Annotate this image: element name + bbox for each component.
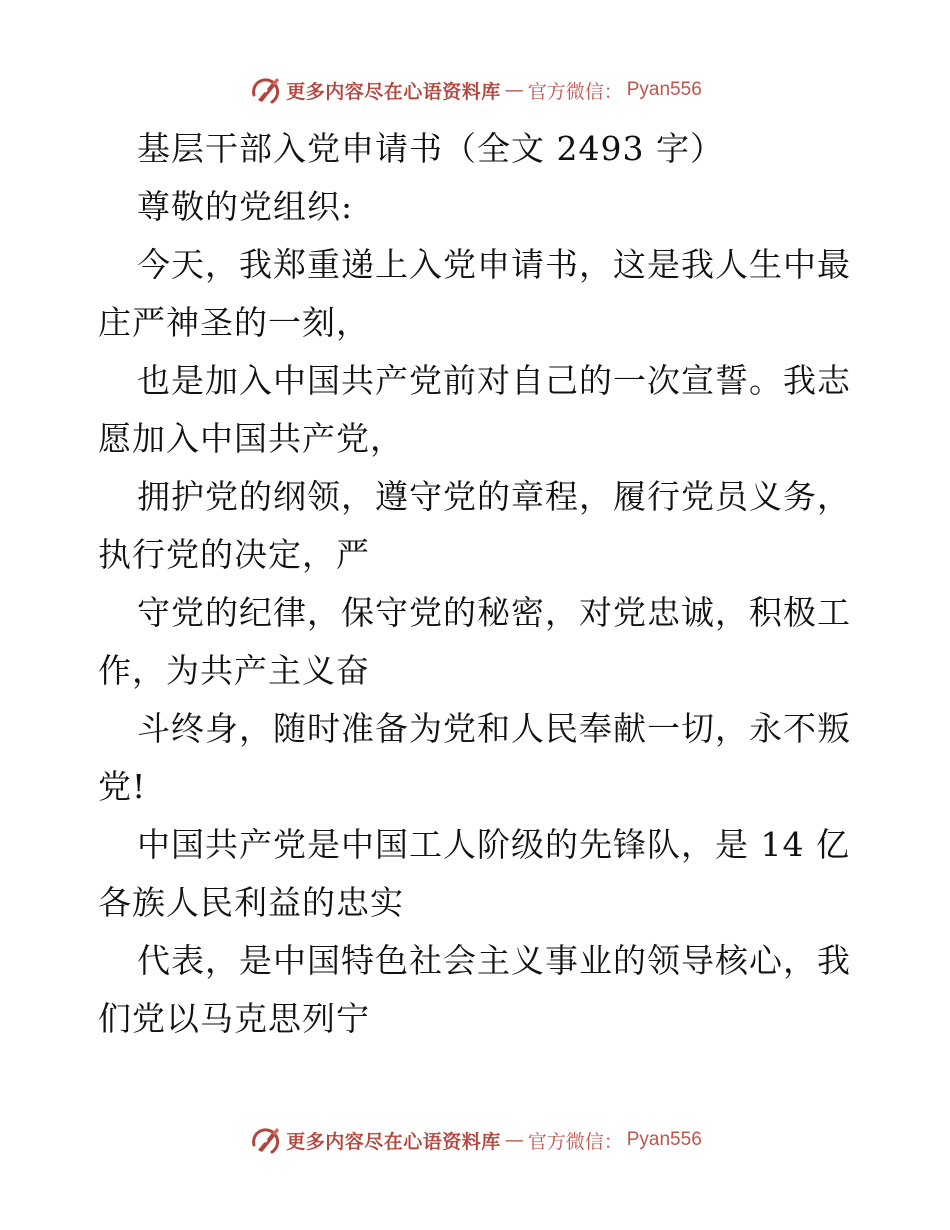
paragraph-line: 们党以马克思列宁: [98, 999, 370, 1038]
banner-wechat-id: Pyan556: [626, 79, 702, 100]
banner-wechat-id: Pyan556: [626, 1129, 702, 1150]
banner-separator: —: [504, 1129, 524, 1151]
paragraph-line: 也是加入中国共产党前对自己的一次宣誓。我志: [137, 361, 851, 400]
paragraph-line: 执行党的决定，严: [98, 535, 370, 574]
document-title: 基层干部入党申请书（全文 2493 字）: [137, 129, 724, 168]
paragraph-line: 作，为共产主义奋: [98, 651, 370, 690]
banner-wechat-label: 官方微信：: [527, 1130, 623, 1153]
paragraph-line: 庄严神圣的一刻，: [98, 303, 370, 342]
paragraph-line: 中国共产党是中国工人阶级的先锋队，是 14 亿: [137, 825, 850, 864]
paragraph-line: 各族人民利益的忠实: [98, 883, 404, 922]
banner-separator: —: [504, 79, 524, 101]
paragraph-line: 党!: [98, 767, 147, 806]
footer-banner: [0, 1120, 950, 1160]
header-banner: [0, 70, 950, 110]
paragraph-line: 斗终身，随时准备为党和人民奉献一切，永不叛: [137, 709, 851, 748]
quill-pen-logo-icon: [248, 73, 282, 107]
paragraph-line: 愿加入中国共产党，: [98, 419, 404, 458]
quill-pen-logo-icon: [248, 1123, 282, 1157]
salutation: 尊敬的党组织:: [137, 187, 354, 226]
paragraph-line: 今天，我郑重递上入党申请书，这是我人生中最: [137, 245, 851, 284]
banner-brand-text: 更多内容尽在心语资料库: [286, 80, 501, 103]
paragraph-line: 拥护党的纲领，遵守党的章程，履行党员义务，: [137, 477, 851, 516]
paragraph-line: 代表，是中国特色社会主义事业的领导核心，我: [137, 941, 851, 980]
paragraph-line: 守党的纪律，保守党的秘密，对党忠诚，积极工: [137, 593, 851, 632]
banner-brand-text: 更多内容尽在心语资料库: [286, 1130, 501, 1153]
banner-wechat-label: 官方微信：: [527, 80, 623, 103]
